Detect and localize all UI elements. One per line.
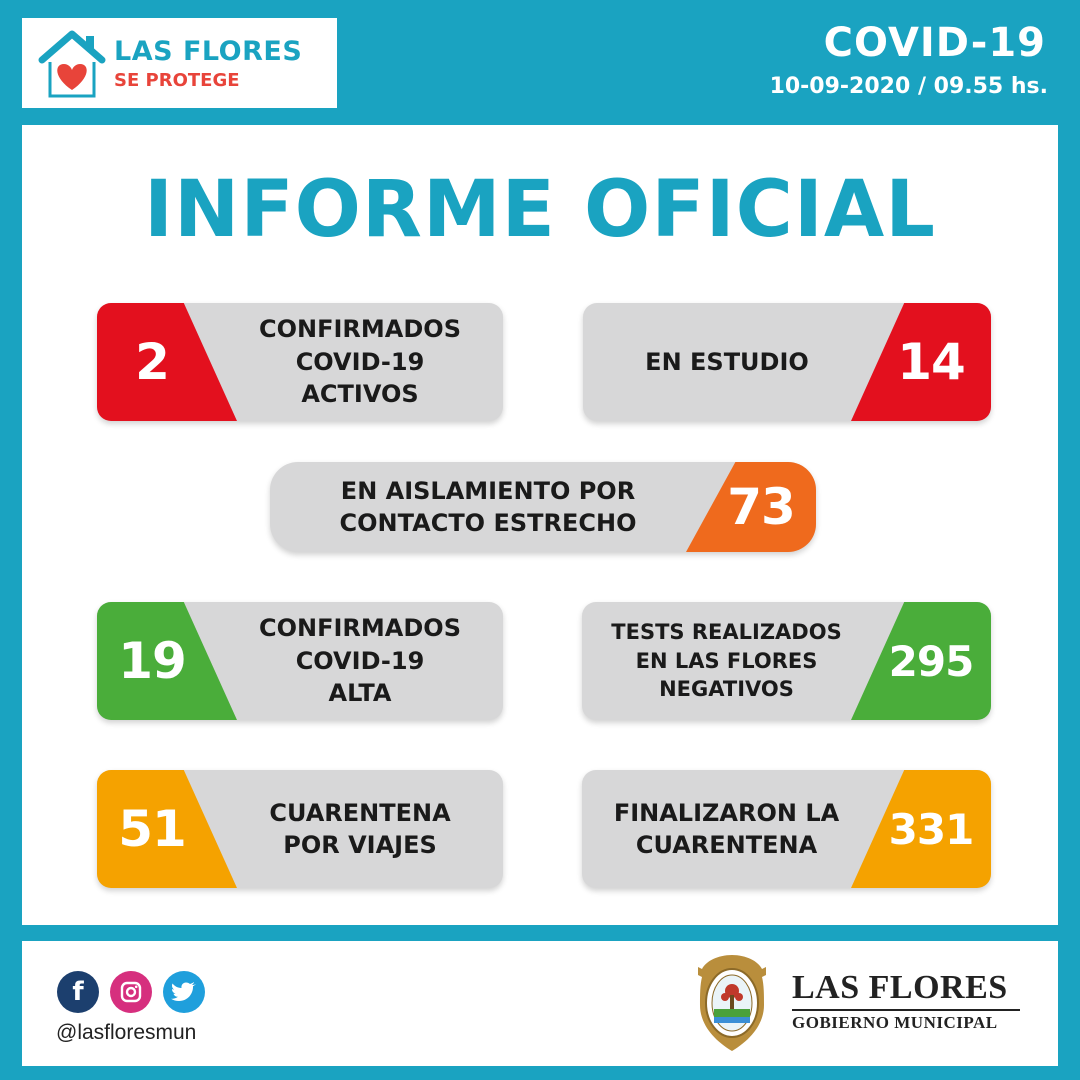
stat-value: 295 xyxy=(888,636,974,686)
stat-card-en-estudio xyxy=(583,303,991,421)
stat-value: 331 xyxy=(888,804,974,854)
report-datetime: 10-09-2020 / 09.55 hs. xyxy=(769,74,1048,99)
page-title: COVID-19 xyxy=(823,20,1046,66)
facebook-icon[interactable]: f xyxy=(57,971,99,1013)
brand-subtitle: SE PROTEGE xyxy=(114,70,240,91)
stat-card-confirmados-activos xyxy=(97,303,503,421)
stat-card-tests-negativos xyxy=(582,602,991,720)
stat-label: CUARENTENA POR VIAJES xyxy=(269,798,451,859)
stat-card-confirmados-alta xyxy=(97,602,503,720)
municipality-name: LAS FLORES xyxy=(792,969,1008,1006)
camera-glyph xyxy=(119,980,143,1004)
report-heading: INFORME OFICIAL xyxy=(144,165,936,255)
footer xyxy=(22,941,1058,1066)
stat-card-aislamiento xyxy=(270,462,816,552)
stat-value: 2 xyxy=(135,333,169,391)
stat-card-finalizaron-cuarentena xyxy=(582,770,991,888)
stat-label: CONFIRMADOS COVID-19 ALTA xyxy=(259,614,461,708)
house-heart-icon xyxy=(36,26,108,102)
las-flores-se-protege-logo xyxy=(22,18,337,108)
stat-value: 14 xyxy=(897,333,965,391)
stat-label: CONFIRMADOS COVID-19 ACTIVOS xyxy=(259,315,461,409)
brand-title: LAS FLORES xyxy=(114,36,303,67)
social-handle[interactable]: @lasfloresmun xyxy=(56,1021,197,1044)
stat-label: EN ESTUDIO xyxy=(645,347,809,376)
stat-label: FINALIZARON LA CUARENTENA xyxy=(613,798,840,859)
stat-label: EN AISLAMIENTO POR CONTACTO ESTRECHO xyxy=(339,476,637,537)
stat-value: 73 xyxy=(727,478,795,536)
bird-glyph xyxy=(171,981,197,1003)
stat-card-cuarentena-viajes xyxy=(97,770,503,888)
report-panel xyxy=(22,125,1058,925)
instagram-icon[interactable] xyxy=(110,971,152,1013)
twitter-icon[interactable] xyxy=(163,971,205,1013)
stat-value: 19 xyxy=(118,632,186,690)
municipality-subtitle: GOBIERNO MUNICIPAL xyxy=(792,1013,998,1032)
municipal-crest-icon xyxy=(692,951,772,1055)
stat-label: TESTS REALIZADOS EN LAS FLORES NEGATIVOS xyxy=(611,620,842,702)
divider xyxy=(792,1009,1020,1011)
stat-value: 51 xyxy=(118,800,186,858)
